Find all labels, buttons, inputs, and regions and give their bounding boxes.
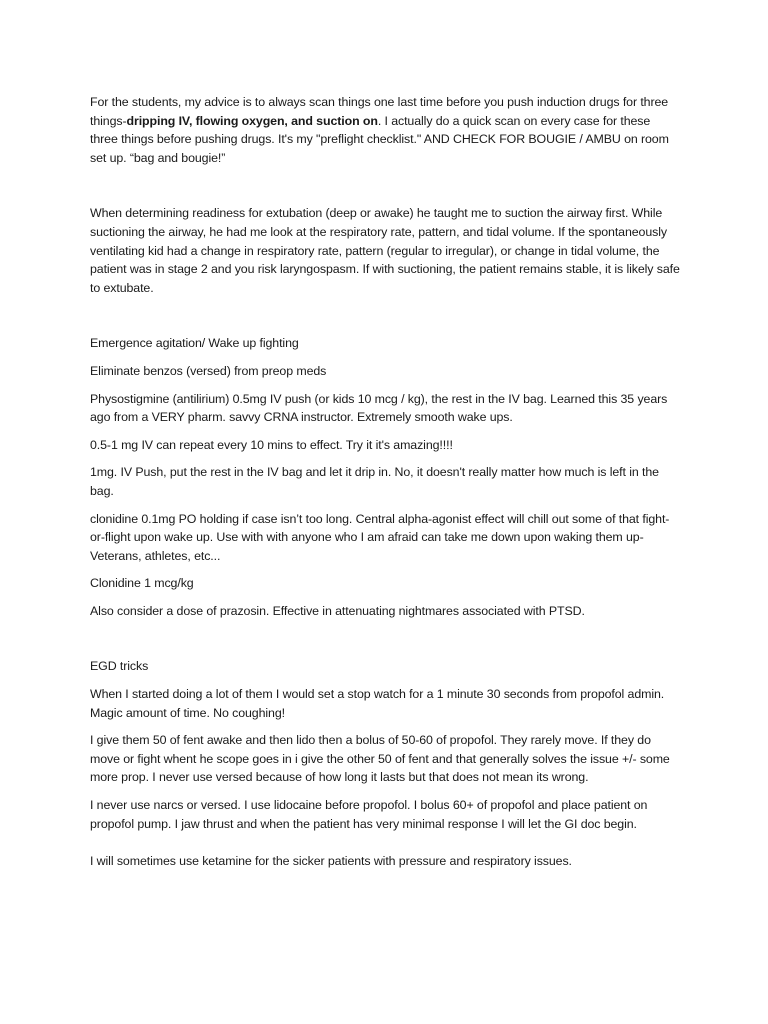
paragraph-eliminate-benzos: Eliminate benzos (versed) from preop meds bbox=[90, 363, 327, 378]
paragraph-lidocaine-propofol: I never use narcs or versed. I use lidocaine before propofol. I bolus 60+ of propofol and place patient on propofol pump. I jaw thrust and when the patient has very minimal response I will let the GI doc begin. bbox=[90, 798, 648, 831]
paragraph-dose-repeat: 0.5-1 mg IV can repeat every 10 mins to effect. Try it it's amazing!!!! bbox=[90, 437, 453, 452]
paragraph-clonidine-dose: Clonidine 1 mcg/kg bbox=[90, 576, 194, 591]
text-run: For the students, my advice is to always scan things one last time before you push induction drugs for three things- bbox=[90, 95, 669, 128]
document-page bbox=[90, 93, 680, 871]
paragraph-clonidine: clonidine 0.1mg PO holding if case isn’t too long. Central alpha-agonist effect will chill out some of that fight-or-flight upon wake up. Use with with anyone who I am afraid can take me down upon waking them up- Veterans, athletes, etc... bbox=[90, 511, 670, 563]
text-run: . I actually do a quick scan on every case for these three things before pushing drugs. It's my "preflight checklist." AND CHECK FOR BOUGIE / AMBU on room set up. “bag and bougie!” bbox=[90, 113, 669, 165]
paragraph-iv-push: 1mg. IV Push, put the rest in the IV bag and let it drip in. No, it doesn't really matter how much is left in the bag. bbox=[90, 465, 659, 498]
paragraph-physostigmine: Physostigmine (antilirium) 0.5mg IV push (or kids 10 mcg / kg), the rest in the IV bag. Learned this 35 years ago from a VERY pharm. savvy CRNA instructor. Extremely smooth wake ups. bbox=[90, 391, 668, 425]
paragraph-fent-lido: I give them 50 of fent awake and then lido then a bolus of 50-60 of propofol. They rarely move. If they do move or fight whent he scope goes in i give the other 50 of fent and that generally solves the issue +/- some more prop. I never use versed because of how long it lasts but that does not mean its wrong. bbox=[90, 733, 670, 785]
paragraph-preflight-advice bbox=[90, 93, 680, 167]
paragraph-ketamine: I will sometimes use ketamine for the sicker patients with pressure and respiratory issues. bbox=[90, 854, 572, 869]
heading-emergence-agitation: Emergence agitation/ Wake up fighting bbox=[90, 336, 299, 351]
paragraph-stop-watch: When I started doing a lot of them I would set a stop watch for a 1 minute 30 seconds from propofol admin. Magic amount of time. No coughing! bbox=[90, 687, 665, 720]
paragraph-prazosin: Also consider a dose of prazosin. Effective in attenuating nightmares associated with PTSD. bbox=[90, 603, 585, 618]
heading-egd-tricks: EGD tricks bbox=[90, 659, 149, 674]
paragraph-extubation: When determining readiness for extubation (deep or awake) he taught me to suction the airway first. While suctioning the airway, he had me look at the respiratory rate, pattern, and tidal volume. If the spontaneously ventilating kid had a change in respiratory rate, pattern (regular to irregular), or change in tidal volume, the patient was in stage 2 and you risk laryngospasm. If with suctioning, the patient remains stable, it is likely safe to extubate. bbox=[90, 206, 680, 295]
bold-text-run: dripping IV, flowing oxygen, and suction on bbox=[126, 113, 378, 128]
